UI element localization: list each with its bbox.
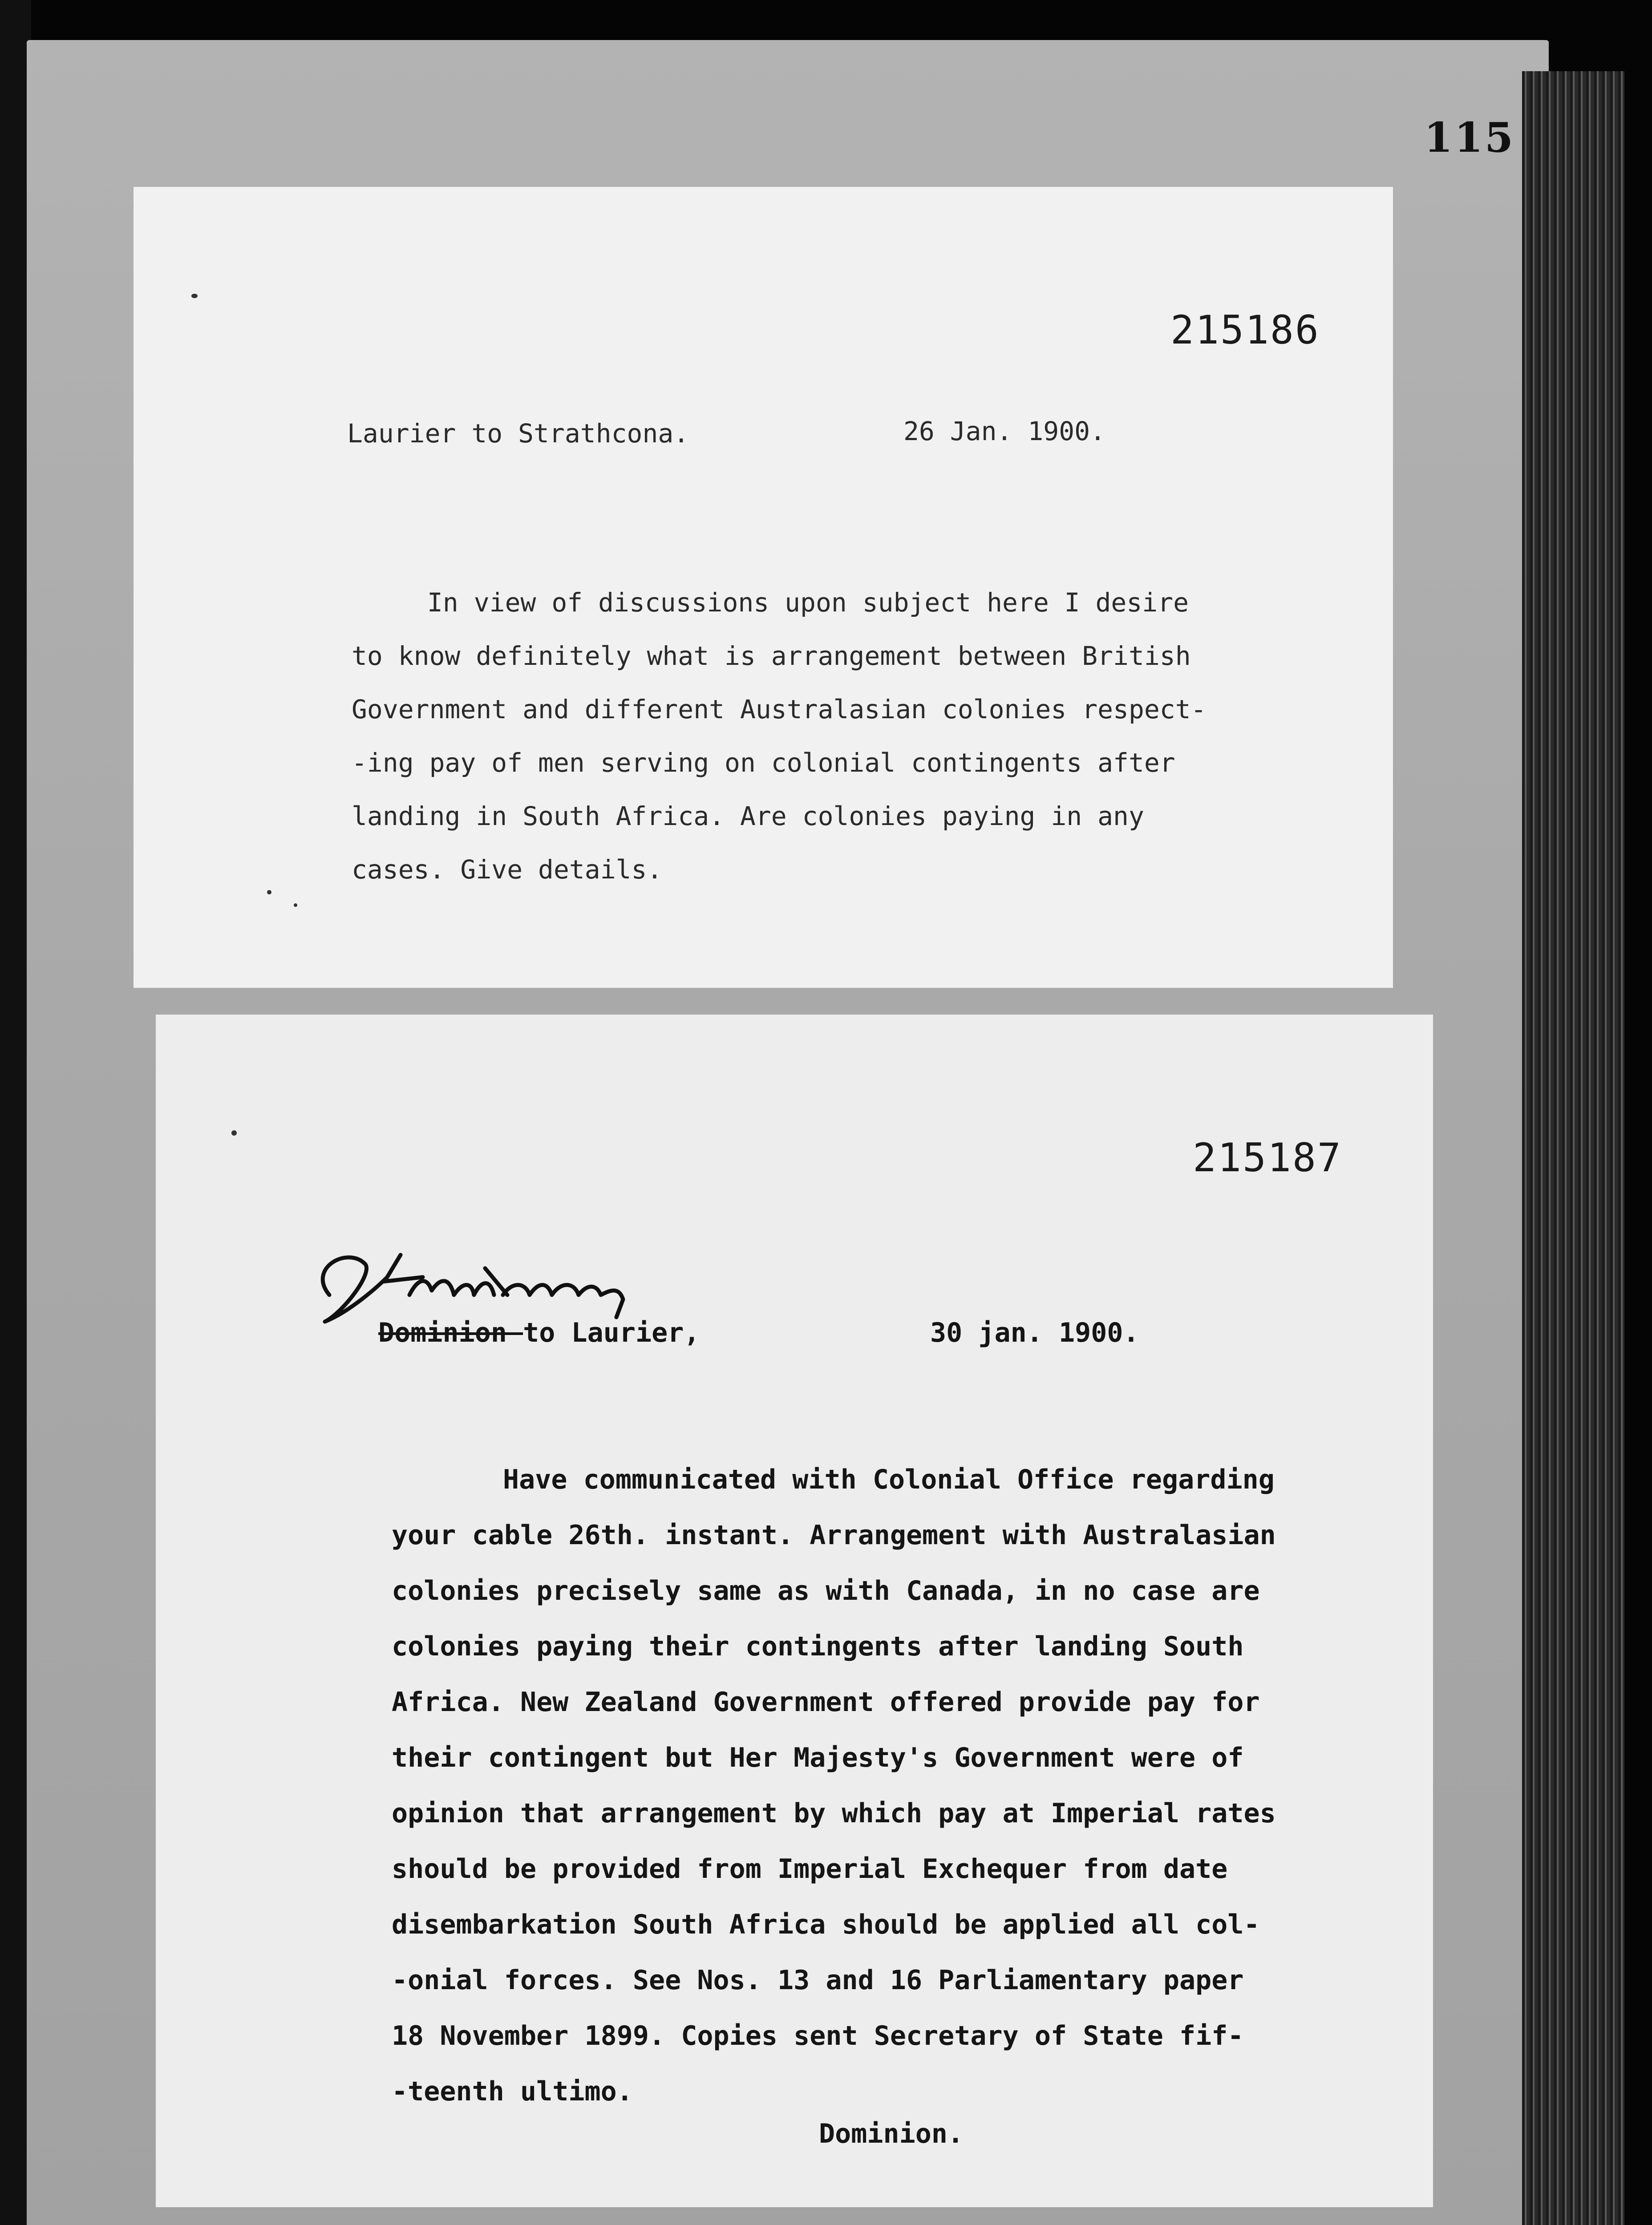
telegram-sheet-strathcona [156,1015,1433,2207]
sender-line [378,1317,700,1348]
body-line: disembarkation South Africa should be applied all col- [392,1909,1260,1940]
document-number: 215187 [1193,1135,1342,1181]
body-line: your cable 26th. instant. Arrangement with Australasian [392,1520,1276,1551]
body-line: -onial forces. See Nos. 13 and 16 Parliamentary paper [392,1965,1244,1996]
date: 30 jan. 1900. [930,1317,1139,1348]
body-line: colonies precisely same as with Canada, in no case are [392,1575,1260,1606]
closing-signoff: Dominion. [819,2118,964,2149]
telegram-sheet-laurier [134,187,1393,988]
sender-line: Laurier to Strathcona. [347,418,689,449]
ink-speck [294,903,297,907]
body-line: Africa. New Zealand Government offered provide pay for [392,1687,1260,1718]
body-line: their contingent but Her Majesty's Government were of [392,1742,1244,1773]
sender-text: to Laurier, [523,1317,700,1348]
body-line: colonies paying their contingents after landing South [392,1631,1244,1662]
date: 26 Jan. 1900. [903,416,1105,446]
body-line: landing in South Africa. Are colonies paying in any [352,801,1144,831]
body-line: to know definitely what is arrangement between British [352,641,1191,671]
ink-speck [191,294,198,298]
body-line: -teenth ultimo. [392,2076,633,2107]
body-line: opinion that arrangement by which pay at Imperial rates [392,1798,1276,1829]
struck-word: Dominion [378,1317,523,1348]
page-edges [1522,71,1624,2225]
page-number: 115 [1424,113,1515,162]
body-line: Have communicated with Colonial Office regarding [503,1464,1275,1495]
body-line: cases. Give details. [352,854,663,885]
body-line: should be provided from Imperial Exchequer from date [392,1853,1228,1885]
body-line: Government and different Australasian colonies respect- [352,694,1207,724]
ink-speck [231,1130,237,1136]
body-line: In view of discussions upon subject here I desire [427,587,1189,618]
document-number: 215186 [1170,307,1320,353]
body-line: 18 November 1899. Copies sent Secretary of State fif- [392,2020,1244,2051]
body-line: -ing pay of men serving on colonial contingents after [352,748,1175,778]
ink-speck [267,890,271,894]
